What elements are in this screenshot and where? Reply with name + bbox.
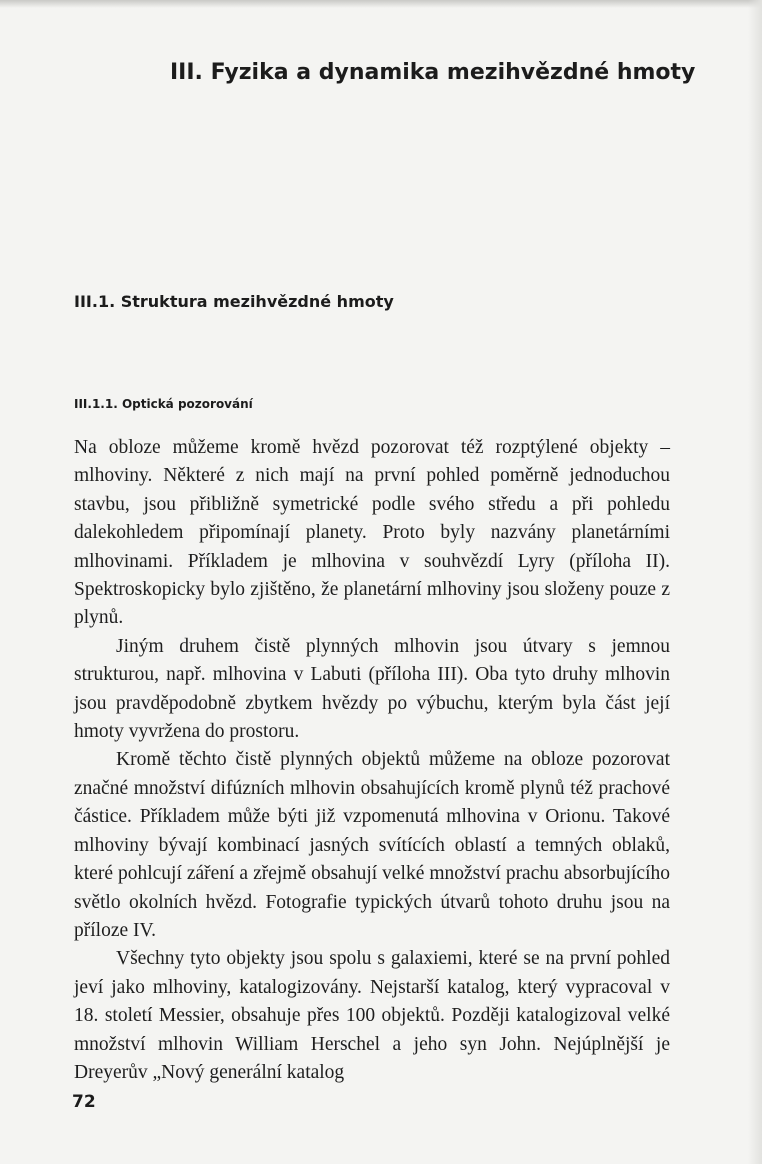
subsection-title: III.1.1. Optická pozorování [74, 397, 253, 411]
page-top-shadow [0, 0, 762, 8]
paragraph: Na obloze můžeme kromě hvězd pozorovat též rozptýlené objekty – mlhoviny. Některé z nich mají na první pohled poměrně jednoduchou stavbu, jsou přibližně symetrické podle svého středu a při pohledu dalekohledem připomínají planety. Proto byly nazvány planetárními mlhovinami. Příkladem je mlhovina v souhvězdí Lyry (příloha II). Spektroskopicky bylo zjištěno, že planetární mlhoviny jsou složeny pouze z plynů. [74, 437, 670, 629]
page-right-shadow [748, 0, 762, 1164]
paragraph: Jiným druhem čistě plynných mlhovin jsou útvary s jemnou strukturou, např. mlhovina v Labuti (příloha III). Oba tyto druhy mlhovin jsou pravděpodobně zbytkem hvězdy po výbuchu, kterým byla část její hmoty vyvržena do prostoru. [74, 635, 670, 743]
page-number: 72 [72, 1092, 96, 1112]
chapter-title: III. Fyzika a dynamika mezihvězdné hmoty [170, 60, 696, 85]
section-title: III.1. Struktura mezihvězdné hmoty [74, 292, 394, 311]
paragraph: Všechny tyto objekty jsou spolu s galaxiemi, které se na první pohled jeví jako mlhoviny, katalogizovány. Nejstarší katalog, který vypracoval v 18. století Messier, obsahuje přes 100 objektů. Později katalogizoval velké množství mlhovin William Herschel a jeho syn John. Nejúplnější je Dreyerův „Nový generální katalog [74, 948, 670, 1083]
paragraph: Kromě těchto čistě plynných objektů můžeme na obloze pozorovat značné množství difúzních mlhovin obsahujících kromě plynů též prachové částice. Příkladem může býti již vzpomenutá mlhovina v Orionu. Takové mlhoviny bývají kombinací jasných svítících oblastí a temných oblaků, které pohlcují záření a zřejmě obsahují velké množství prachu absorbujícího světlo okolních hvězd. Fotografie typických útvarů tohoto druhu jsou na příloze IV. [74, 749, 670, 941]
body-text [74, 434, 670, 1087]
